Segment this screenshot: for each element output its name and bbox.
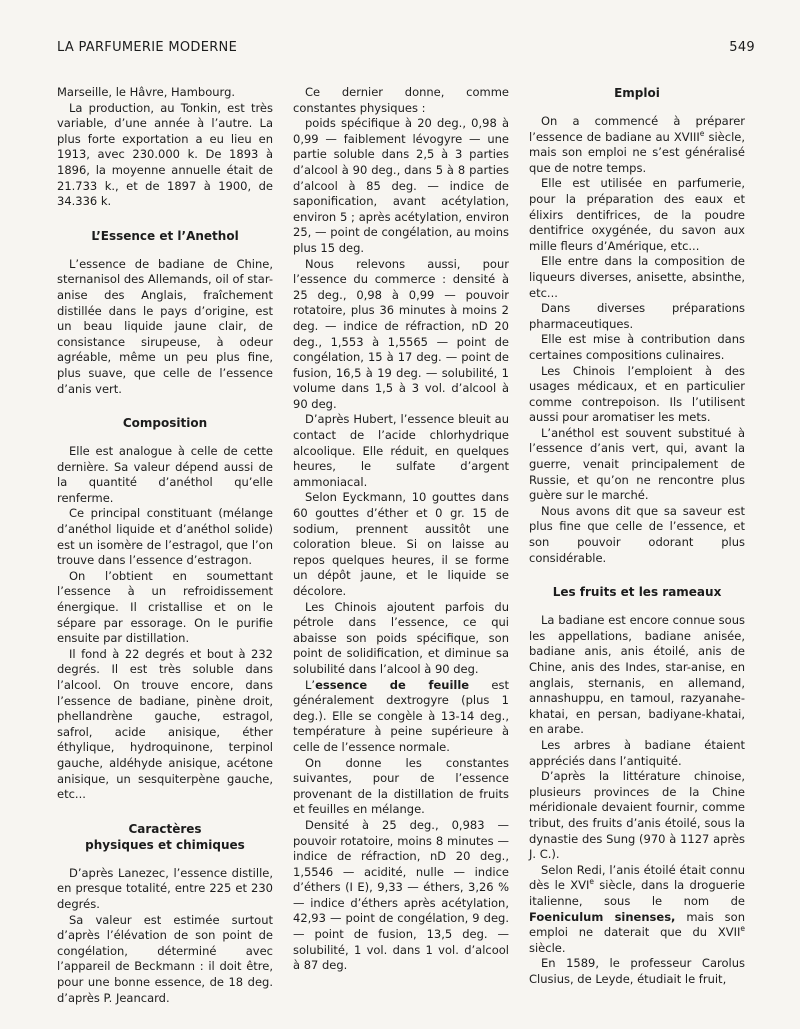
paragraph: Les arbres à badiane étaient appréciés dans l’antiquité. — [529, 737, 745, 768]
column-middle — [293, 85, 509, 974]
paragraph — [529, 863, 745, 957]
paragraph: Ce principal constituant (mélange d’anéthol liquide et d’anéthol solide) est un isomère de l’estragol, que l’on trouve dans l’essence d’estragon. — [57, 506, 273, 568]
paragraph: L’anéthol est souvent substitué à l’essence d’anis vert, qui, avant la guerre, venait principalement de Russie, et qu’on ne rencontre plus guère sur le marché. — [529, 425, 745, 503]
text-run: On a commencé à préparer l’essence de badiane au XVIII — [529, 114, 745, 144]
paragraph: Elle est mise à contribution dans certaines compositions culinaires. — [529, 332, 745, 362]
paragraph: On donne les constantes suivantes, pour de l’essence provenant de la distillation de fruits et feuilles en mélange. — [293, 755, 509, 817]
paragraph: Nous relevons aussi, pour l’essence du commerce : densité à 25 deg., 0,98 à 0,99 — pouvoir rotatoire, plus 36 minutes à moins 2 deg. — indice de réfraction, nD 20 deg., 1,553 à 1,5565 — point de congélation, 15 à 17 deg. — point de fusion, 16,5 à 19 deg. — solubilité, 1 volume dans 1,5 à 3 vol. d’alcool à 90 deg. — [293, 256, 509, 411]
paragraph: Nous avons dit que sa saveur est plus fine que celle de l’essence, et son pouvoir odorant plus considérable. — [529, 503, 745, 565]
paragraph — [293, 678, 509, 756]
paragraph: La production, au Tonkin, est très variable, d’une année à l’autre. La plus forte exportation a eu lieu en 1913, avec 230.000 k. De 1893 à 1896, la moyenne annuelle était de 21.733 k., et de 1897 à 1900, de 34.336 k. — [57, 100, 273, 209]
column-left — [57, 85, 273, 1006]
superscript: e — [589, 877, 594, 887]
paragraph: Marseille, le Hâvre, Hambourg. — [57, 85, 236, 99]
paragraph: D’après Lanezec, l’essence distille, en presque totalité, entre 225 et 230 degrés. — [57, 865, 273, 911]
superscript: e — [699, 128, 705, 138]
text-run: siècle, mais son emploi ne s’est généralisé que de notre temps. — [529, 129, 745, 175]
paragraph: D’après Hubert, l’essence bleuit au contact de l’acide chlorhydrique alcoolique. Elle réduit, en quelques heures, le sulfate d’argent ammoniacal. — [293, 412, 509, 489]
text-run: Selon Redi, l’anis étoilé était connu dès le XVI — [529, 862, 745, 893]
paragraph: poids spécifique à 20 deg., 0,98 à 0,99 — faiblement lévogyre — une partie soluble dans 2,5 à 3 parties d’alcool à 90 deg., dans 5 à 8 parties d’alcool à 85 deg. — indice de saponification, avant acétylation, environ 5 ; après acétylation, environ 25, — point de congélation, au moins plus 15 deg. — [293, 116, 509, 255]
paragraph: Elle est utilisée en parfumerie, pour la préparation des eaux et élixirs dentifrices, de la poudre dentifrice oxygénée, du savon aux mille fleurs d’Amérique, etc... — [529, 176, 745, 253]
paragraph: Dans diverses préparations pharmaceutiques. — [529, 301, 745, 331]
paragraph: Les Chinois l’emploient à des usages médicaux, et en particulier comme contrepoison. Ils l’utilisent aussi pour aromatiser les mets. — [529, 363, 745, 425]
paragraph: Les Chinois ajoutent parfois du pétrole dans l’essence, ce qui abaisse son poids spécifique, son point de solidification, et diminue sa solubilité dans l’alcool à 90 deg. — [293, 599, 509, 676]
paragraph: L’essence de badiane de Chine, sternanisol des Allemands, oil of star-anise des Anglais, fraîchement distillée dans le pays d’origine, est un beau liquide jaune clair, de consistance sirupeuse, à odeur agréable, même un peu plus fine, plus suave, que celle de l’essence d’anis vert. — [57, 256, 273, 396]
paragraph — [529, 114, 745, 176]
paragraph: Selon Eyckmann, 10 gouttes dans 60 gouttes d’éther et 0 gr. 15 de sodium, prennent aussitôt une coloration bleue. Si on laisse au repos quelques heures, il se forme un dépôt jaune, et le liquide se décolore. — [293, 490, 509, 598]
page-number: 549 — [729, 40, 755, 55]
column-right — [529, 85, 745, 987]
running-head — [57, 40, 755, 62]
bold-term: essence de feuille — [315, 677, 470, 692]
paragraph: Il fond à 22 degrés et bout à 232 degrés. Il est très soluble dans l’alcool. On trouve encore, dans l’essence de badiane, pinène droit, phellandrène gauche, estragol, safrol, acide anisique, éther éthylique, hydroquinone, terpinol gauche, aldéhyde anisique, acétone anisique, un sesquiterpène gauche, etc... — [57, 646, 273, 802]
running-title: LA PARFUMERIE MODERNE — [57, 40, 238, 55]
section-heading-fruits: Les fruits et les rameaux — [552, 585, 722, 600]
paragraph: Elle entre dans la composition de liqueurs diverses, anisette, absinthe, etc... — [529, 254, 745, 300]
superscript: e — [740, 924, 745, 934]
text-run: mais son emploi ne daterait que du XVII — [529, 909, 745, 940]
paragraph: Ce dernier donne, comme constantes physiques : — [293, 85, 509, 115]
heading-line: physiques et chimiques — [85, 837, 245, 852]
paragraph: La badiane est encore connue sous les appellations, badiane anisée, badiane anis, anis étoilé, anis de Chine, anis des Indes, star-anise, en anglais, sternanis, en allemand, annashuppu, en tamoul, razyanahe-khatai, en persan, badiyane-khatai, en arabe. — [529, 613, 745, 737]
paragraph: On l’obtient en soumettant l’essence à un refroidissement énergique. Il cristallise et on le sépare par essorage. On le purifie ensuite par distillation. — [57, 568, 273, 646]
heading-line: Caractères — [128, 821, 202, 836]
section-heading-caracteres — [57, 821, 273, 853]
text-run: siècle, dans la droguerie italienne, sous le nom de — [529, 878, 745, 908]
paragraph: Elle est analogue à celle de cette dernière. Sa valeur dépend aussi de la quantité d’anéthol qu’elle renferme. — [57, 444, 273, 505]
paragraph: En 1589, le professeur Carolus Clusius, de Leyde, étudiait le fruit, — [529, 956, 745, 986]
paragraph: D’après la littérature chinoise, plusieurs provinces de la Chine méridionale devaient fournir, comme tribut, des fruits d’anis étoilé, sous la dynastie des Sung (970 à 1127 après J. C.). — [529, 769, 745, 862]
text-run: est généralement dextrogyre (plus 1 deg.). Elle se congèle à 13-14 deg., température à peine supérieure à celle de l’essence normale. — [293, 677, 510, 754]
text-run: L’ — [305, 677, 316, 692]
paragraph: Densité à 25 deg., 0,983 — pouvoir rotatoire, moins 8 minutes — indice de réfraction, nD 20 deg., 1,5546 — acidité, nulle — indice d’éthers (I E), 9,33 — éthers, 3,26 % — indice d’éthers après acétylation, 42,93 — point de congélation, 9 deg. — point de fusion, 13,5 deg. — solubilité, 1 vol. dans 1 vol. d’alcool à 87 deg. — [293, 817, 509, 973]
section-heading-essence: L’Essence et l’Anethol — [91, 228, 239, 243]
paragraph: Sa valeur est estimée surtout d’après l’élévation de son point de congélation, déterminé avec l’appareil de Beckmann : il doit être, pour une bonne essence, de 18 deg. d’après P. Jeancard. — [57, 912, 273, 1005]
section-heading-emploi: Emploi — [614, 86, 660, 100]
section-heading-composition: Composition — [122, 416, 208, 431]
text-run: siècle. — [529, 940, 566, 955]
bold-term: Foeniculum sinenses, — [529, 909, 676, 924]
